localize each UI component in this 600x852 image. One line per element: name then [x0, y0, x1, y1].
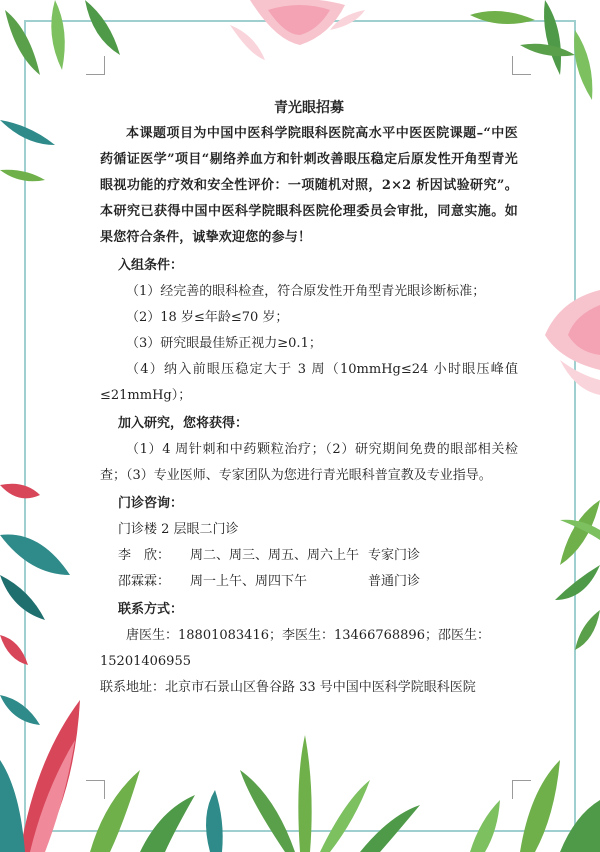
clinic-location-text: 门诊楼 2 层眼二门诊: [118, 522, 239, 537]
doctor-clinic-type: 普通门诊: [368, 574, 421, 589]
intro-paragraph: 本课题项目为中国中医科学院眼科医院高水平中医医院课题–“中医药循证医学”项目“剔络养血方和针刺改善眼压稳定后原发性开角型青光眼视功能的疗效和安全性评价：一项随机对照，2×2 析因试验研究”。本研究已获得中国中医科学院眼科医院伦理委员会审批，同意实施。如果您符合条件，诚挚欢迎您的参与！: [100, 126, 518, 245]
corner-mark: [86, 780, 105, 799]
doctor-name: 李 欣：: [118, 548, 171, 563]
clinic-heading: 门诊咨询：: [118, 496, 184, 511]
doctor-name: 邵霖霖：: [118, 574, 171, 589]
corner-mark: [512, 56, 531, 75]
criteria-heading: 入组条件：: [118, 258, 184, 273]
benefits-heading: 加入研究，您将获得：: [118, 416, 249, 431]
contact-address: 联系地址：北京市石景山区鲁谷路 33 号中国中医科学院眼科医院: [100, 680, 476, 695]
criteria-item: （4）纳入前眼压稳定大于 3 周（10mmHg≤24 小时眼压峰值≤21mmHg）；: [100, 362, 518, 403]
benefits-text: （1）4 周针刺和中药颗粒治疗；（2）研究期间免费的眼部相关检查；（3）专业医师、专家团队为您进行青光眼科普宣教及专业指导。: [100, 442, 518, 483]
contact-phones: 唐医生：18801083416；李医生：13466768896；邵医生：15201406955: [100, 628, 490, 669]
contact-heading: 联系方式：: [118, 602, 184, 617]
clinic-location: [100, 517, 518, 543]
corner-mark: [512, 780, 531, 799]
doctor-clinic-type: 专家门诊: [368, 548, 421, 563]
criteria-item: （3）研究眼最佳矫正视力≥0.1；: [126, 336, 322, 351]
doctor-row: [100, 543, 518, 569]
corner-mark: [86, 56, 105, 75]
doctor-schedule: 周一上午、周四下午: [190, 574, 308, 589]
doctor-schedule: 周二、周三、周五、周六上午: [190, 548, 360, 563]
criteria-item: （2）18 岁≤年龄≤70 岁；: [126, 310, 289, 325]
criteria-item: （1）经完善的眼科检查，符合原发性开角型青光眼诊断标准；: [126, 284, 486, 299]
page-title: 青光眼招募: [274, 100, 344, 116]
recruitment-notice: [100, 95, 518, 701]
doctor-row: [100, 569, 518, 595]
